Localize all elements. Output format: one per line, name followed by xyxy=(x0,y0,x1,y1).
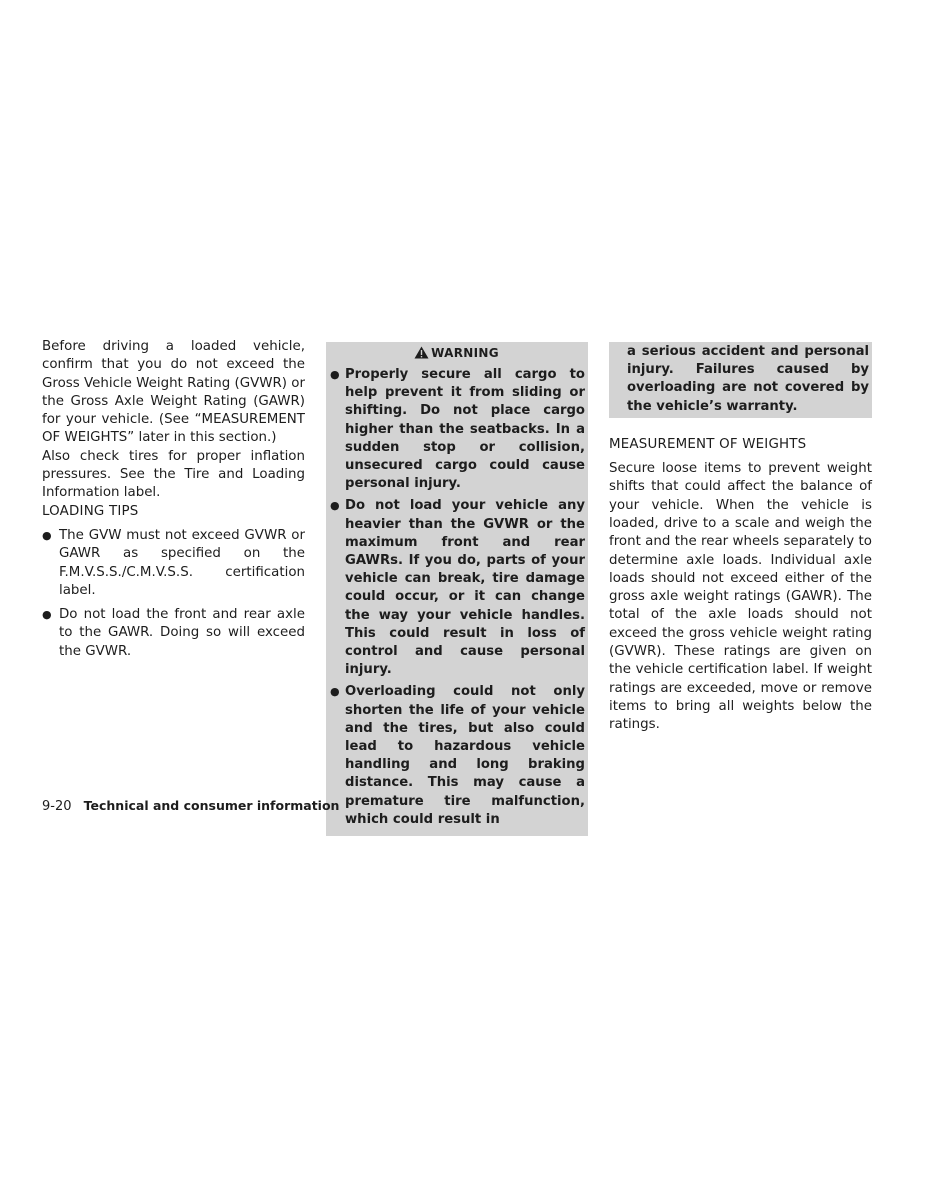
list-item xyxy=(328,366,585,493)
bullet-icon: ● xyxy=(42,528,52,542)
warning-triangle-icon xyxy=(414,346,429,359)
warning-continuation-text: a serious accident and personal injury. Failures caused by overloading are not covered by the vehicle’s warranty. xyxy=(627,344,869,414)
measurement-heading: MEASUREMENT OF WEIGHTS xyxy=(609,436,807,452)
measurement-paragraph: Secure loose items to prevent weight shifts that could affect the balance of your vehicle. When the vehicle is loaded, drive to a scale and weigh the front and the rear wheels separately to determine axle loads. Individual axle loads should not exceed either of the gross axle weight ratings (GAWR). The total of the axle loads should not exceed the gross vehicle weight rating (GVWR). These ratings are given on the vehicle certification label. If weight ratings are exceeded, move or remove items to bring all weights below the ratings. xyxy=(609,461,872,733)
section-title: Technical and consumer information xyxy=(83,798,340,813)
bullet-icon: ● xyxy=(330,499,340,513)
list-item xyxy=(42,527,305,600)
page-number: 9-20 xyxy=(42,799,72,814)
right-column xyxy=(609,342,872,735)
loading-tips-heading: LOADING TIPS xyxy=(42,503,139,519)
warning-box xyxy=(326,342,588,836)
middle-column xyxy=(326,342,588,836)
warning-item-text: Do not load your vehicle any heavier than the GVWR or the maximum front and rear GAWRs. If you do, parts of your vehicle can break, tire damage could occur, or it can change the way your vehicle handles. This could result in loss of control and cause personal injury. xyxy=(345,498,585,678)
bullet-icon: ● xyxy=(330,368,340,381)
tires-note-paragraph: Also check tires for proper inflation pressures. See the Tire and Loading Information label. xyxy=(42,448,305,501)
warning-header xyxy=(328,342,585,363)
warning-item-text: Properly secure all cargo to help prevent it from sliding or shifting. Do not place cargo higher than the seatbacks. In a sudden stop or collision, unsecured cargo could cause personal injury. xyxy=(345,367,585,492)
list-item xyxy=(42,606,305,661)
list-item xyxy=(328,497,585,679)
bullet-icon: ● xyxy=(42,608,52,622)
warning-list xyxy=(328,366,585,829)
left-column xyxy=(42,338,305,667)
bullet-icon: ● xyxy=(330,685,340,699)
page-footer xyxy=(42,797,339,816)
loading-tip-text: The GVW must not exceed GVWR or GAWR as specified on the F.M.V.S.S./C.M.V.S.S. certification label. xyxy=(59,527,305,598)
loading-tip-text: Do not load the front and rear axle to the GAWR. Doing so will exceed the GVWR. xyxy=(59,607,305,659)
list-item xyxy=(328,683,585,829)
warning-continuation-box xyxy=(609,342,872,418)
warning-item-text: Overloading could not only shorten the life of your vehicle and the tires, but also could lead to hazardous vehicle handling and long braking distance. This may cause a premature tire malfunction, which could result in xyxy=(345,684,585,827)
warning-label: WARNING xyxy=(431,346,499,360)
loading-tips-list xyxy=(42,527,305,661)
intro-paragraph: Before driving a loaded vehicle, confirm that you do not exceed the Gross Vehicle Weight Rating (GVWR) or the Gross Axle Weight Rating (GAWR) for your vehicle. (See “MEASUREMENT OF WEIGHTS” later in this section.) xyxy=(42,339,305,446)
